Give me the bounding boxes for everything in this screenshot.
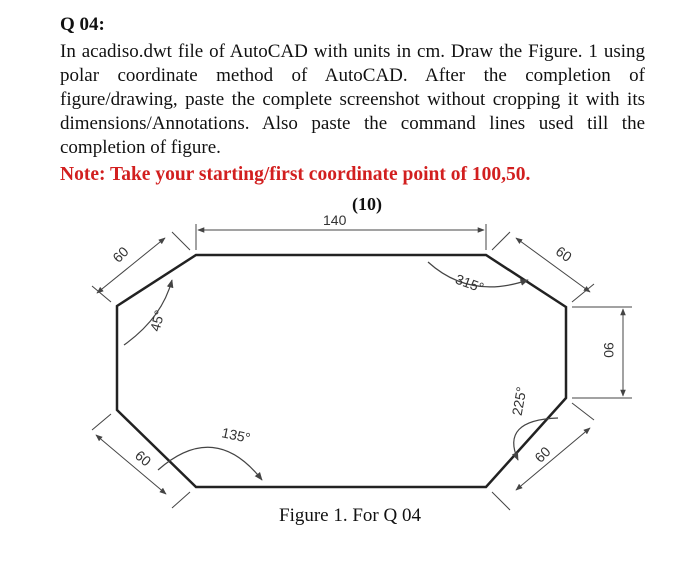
dimension-lower-left-label: 60 — [132, 447, 155, 470]
question-number: Q 04: — [60, 14, 105, 35]
dimension-lower-right-label: 60 — [531, 443, 554, 466]
angle-label-left: 45° — [146, 308, 168, 334]
dimension-upper-left-label: 60 — [109, 243, 132, 266]
dimension-right-label: 90 — [601, 342, 617, 358]
question-text: In acadiso.dwt file of AutoCAD with units in cm. Draw the Figure. 1 using polar coordinate method of AutoCAD. After the completion of figure/drawing, paste the complete screenshot without cropping it with its dimensions/Annotations. Also paste the command lines used till the completion of figure. — [60, 41, 645, 158]
angle-label-top-right: 315° — [453, 270, 487, 296]
dimension-upper-right-label: 60 — [552, 242, 575, 265]
question-marks: (10) — [352, 194, 382, 214]
question-note: Note: Take your starting/first coordinate point of 100,50. — [60, 164, 531, 185]
figure-caption: Figure 1. For Q 04 — [279, 505, 421, 526]
angle-label-bottom-right: 225° — [508, 385, 530, 417]
angle-label-bottom-left: 135° — [220, 424, 252, 446]
dimension-top-label: 140 — [323, 212, 347, 228]
